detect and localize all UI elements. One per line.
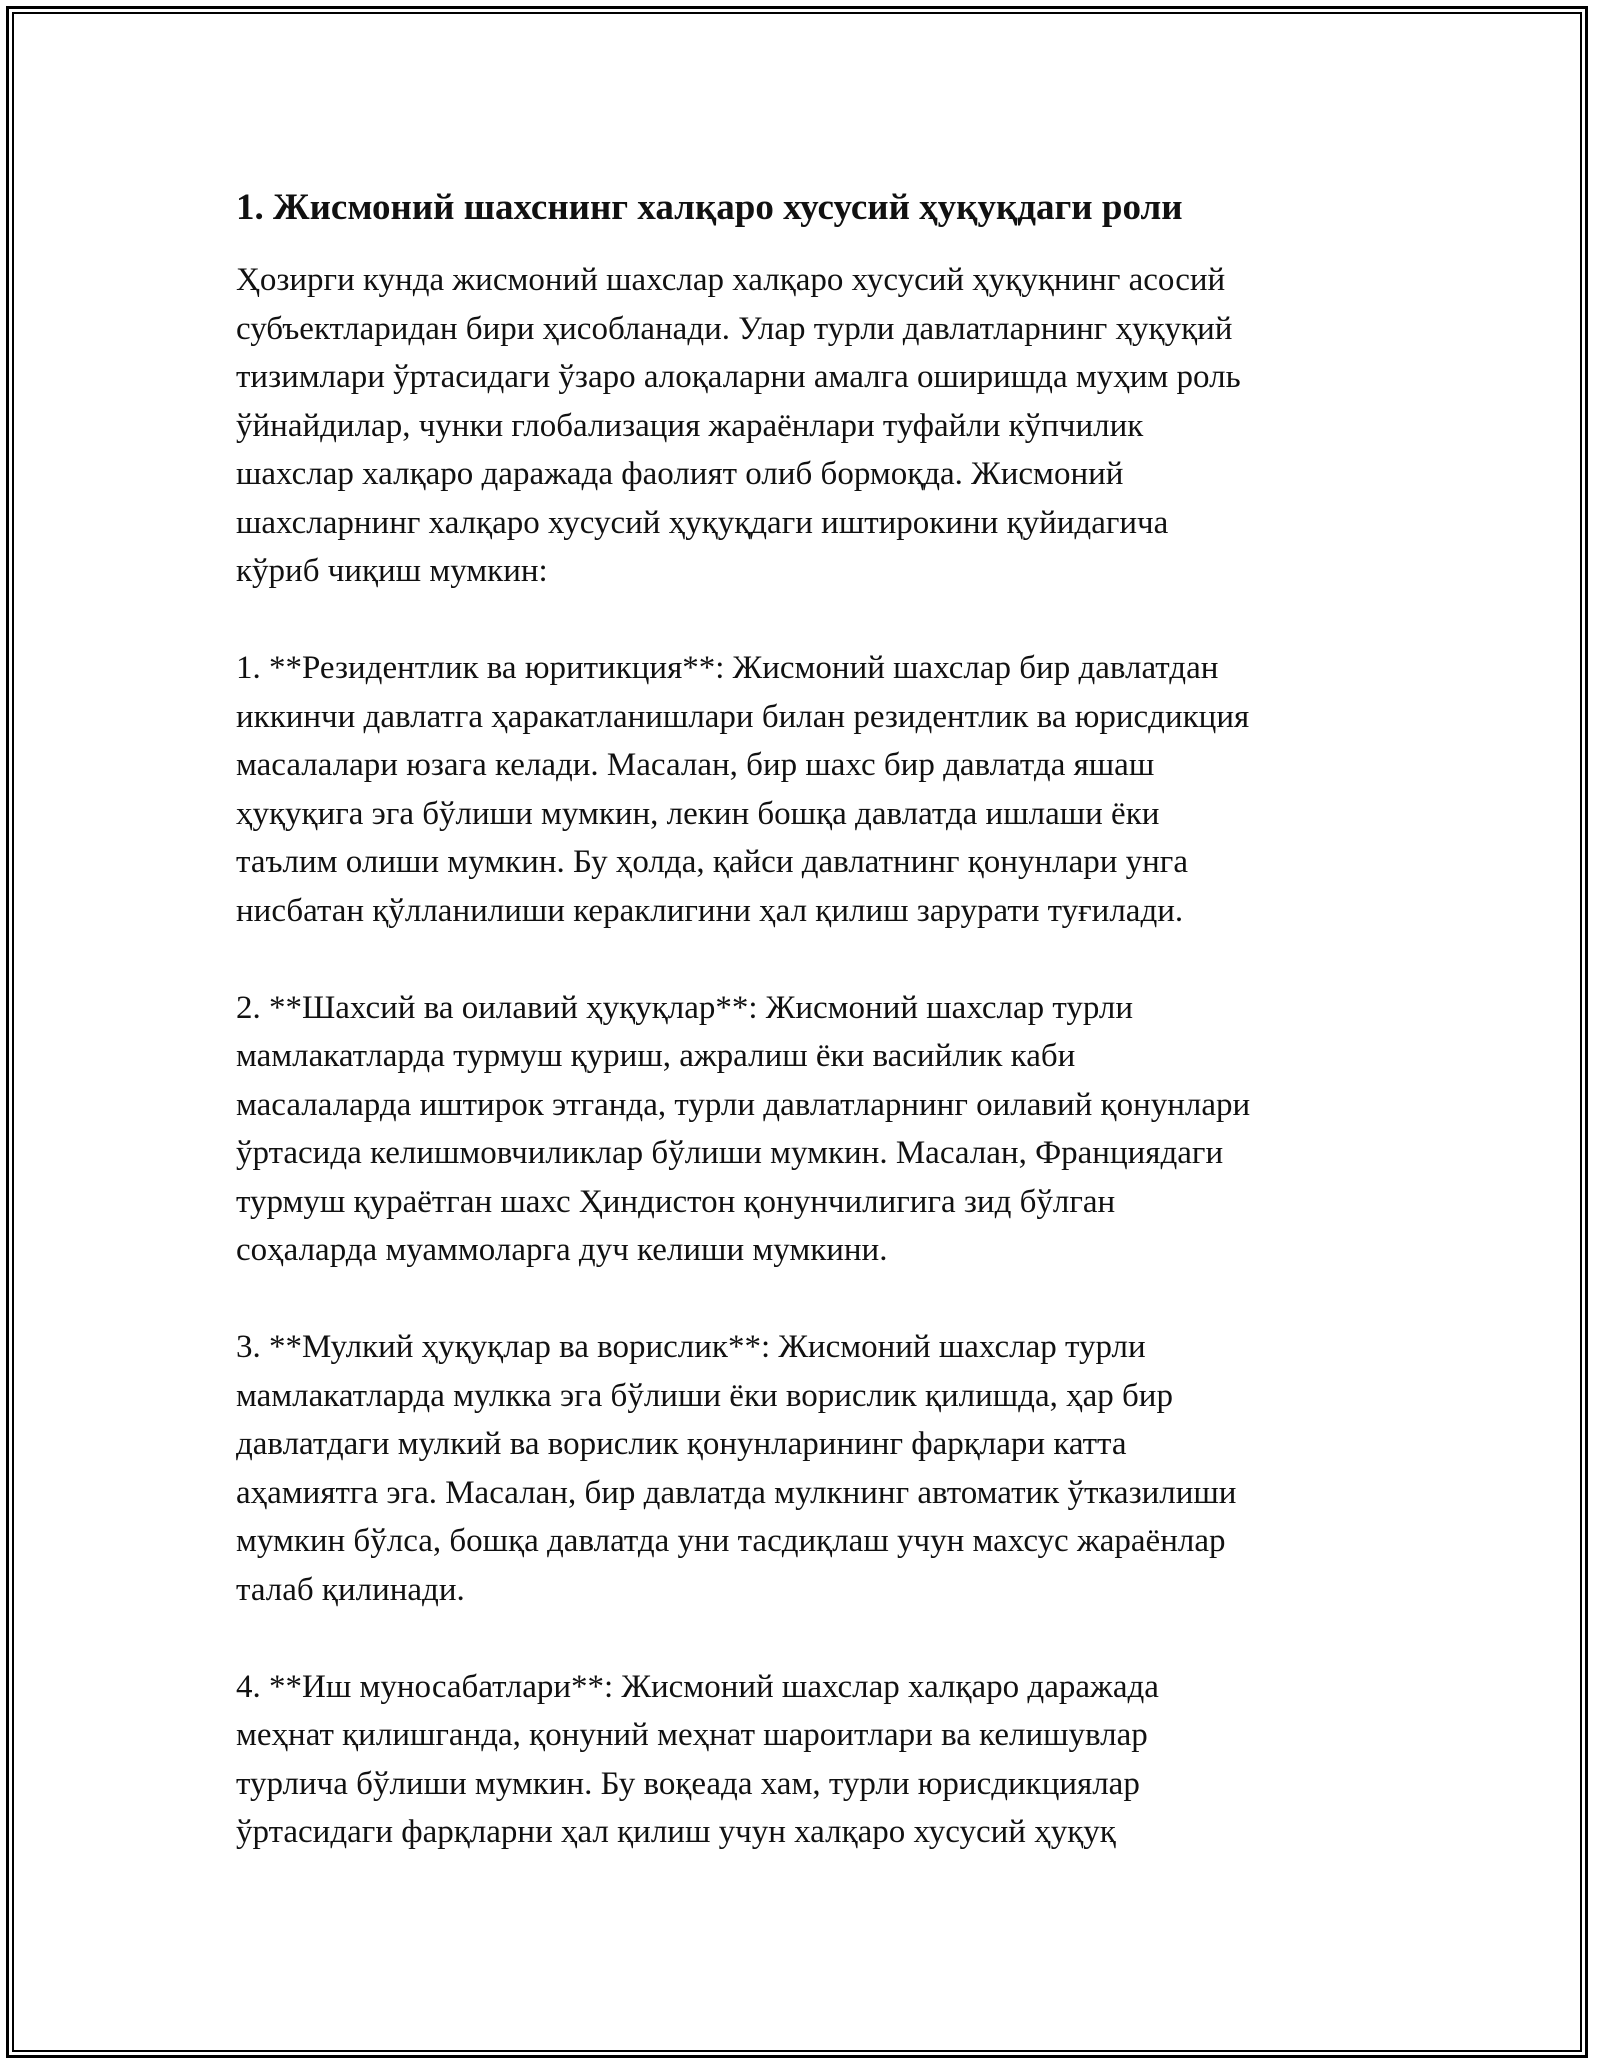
text-line: масалалари юзага келади. Масалан, бир шахс бир давлатда яшаш [236, 747, 1155, 784]
intro-paragraph [236, 256, 1376, 596]
text-line: кўриб чиқиш мумкин: [236, 553, 548, 590]
text-line: турмуш қураётган шахс Ҳиндистон қонунчилигига зид бўлган [236, 1183, 1116, 1220]
list-item-family-rights [236, 984, 1376, 1275]
text-line: меҳнат қилишганда, қонуний меҳнат шароитлари ва келишувлар [236, 1717, 1148, 1754]
text-line: нисбатан қўлланилиши кераклигини ҳал қилиш зарурати туғилади. [236, 892, 1184, 929]
document-body [236, 184, 1376, 1905]
text-line: 3. **Мулкий ҳуқуқлар ва ворислик**: Жисмоний шахслар турли [236, 1329, 1146, 1366]
text-line: мамлакатларда мулкка эга бўлиши ёки ворислик қилишда, ҳар бир [236, 1377, 1173, 1414]
text-line: 4. **Иш муносабатлари**: Жисмоний шахслар халқаро даражада [236, 1668, 1159, 1705]
text-line: мамлакатларда турмуш қуриш, ажралиш ёки васийлик каби [236, 1038, 1076, 1075]
section-heading: 1. Жисмоний шахснинг халқаро хусусий ҳуқуқдаги роли [236, 187, 1183, 228]
text-line: таълим олиши мумкин. Бу ҳолда, қайси давлатнинг қонунлари унга [236, 844, 1188, 881]
text-line: аҳамиятга эга. Масалан, бир давлатда мулкнинг автоматик ўтказилиши [236, 1474, 1237, 1511]
text-line: ўйнайдилар, чунки глобализация жараёнлари туфайли кўпчилик [236, 407, 1144, 444]
text-line: давлатдаги мулкий ва ворислик қонунларининг фарқлари катта [236, 1426, 1127, 1463]
text-line: иккинчи давлатга ҳаракатланишлари билан резидентлик ва юрисдикция [236, 698, 1250, 735]
text-line: Ҳозирги кунда жисмоний шахслар халқаро хусусий ҳуқуқнинг асосий [236, 262, 1226, 299]
text-line: соҳаларда муаммоларга дуч келиши мумкини. [236, 1232, 888, 1269]
text-line: шахслар халқаро даражада фаолият олиб бормоқда. Жисмоний [236, 456, 1124, 493]
text-line: ҳуқуқига эга бўлиши мумкин, лекин бошқа давлатда ишлаши ёки [236, 795, 1160, 832]
text-line: ўртасида келишмовчиликлар бўлиши мумкин. Масалан, Франциядаги [236, 1135, 1224, 1172]
list-item-property-rights [236, 1323, 1376, 1614]
text-line: турлича бўлиши мумкин. Бу воқеада хам, турли юрисдикциялар [236, 1765, 1140, 1802]
text-line: талаб қилинади. [236, 1571, 465, 1608]
text-line: мумкин бўлса, бошқа давлатда уни тасдиқлаш учун махсус жараёнлар [236, 1523, 1226, 1560]
text-line: субъектларидан бири ҳисобланади. Улар турли давлатларнинг ҳуқуқий [236, 310, 1233, 347]
list-item-residency [236, 644, 1376, 935]
list-item-employment [236, 1663, 1376, 1857]
text-line: 1. **Резидентлик ва юритикция**: Жисмоний шахслар бир давлатдан [236, 650, 1219, 687]
text-line: масалаларда иштирок этганда, турли давлатларнинг оилавий қонунлари [236, 1086, 1251, 1123]
text-line: тизимлари ўртасидаги ўзаро алоқаларни амалга оширишда муҳим роль [236, 359, 1241, 396]
text-line: шахсларнинг халқаро хусусий ҳуқуқдаги иштирокини қуйидагича [236, 504, 1169, 541]
text-line: ўртасидаги фарқларни ҳал қилиш учун халқаро хусусий ҳуқуқ [236, 1814, 1116, 1851]
text-line: 2. **Шахсий ва оилавий ҳуқуқлар**: Жисмоний шахслар турли [236, 989, 1134, 1026]
